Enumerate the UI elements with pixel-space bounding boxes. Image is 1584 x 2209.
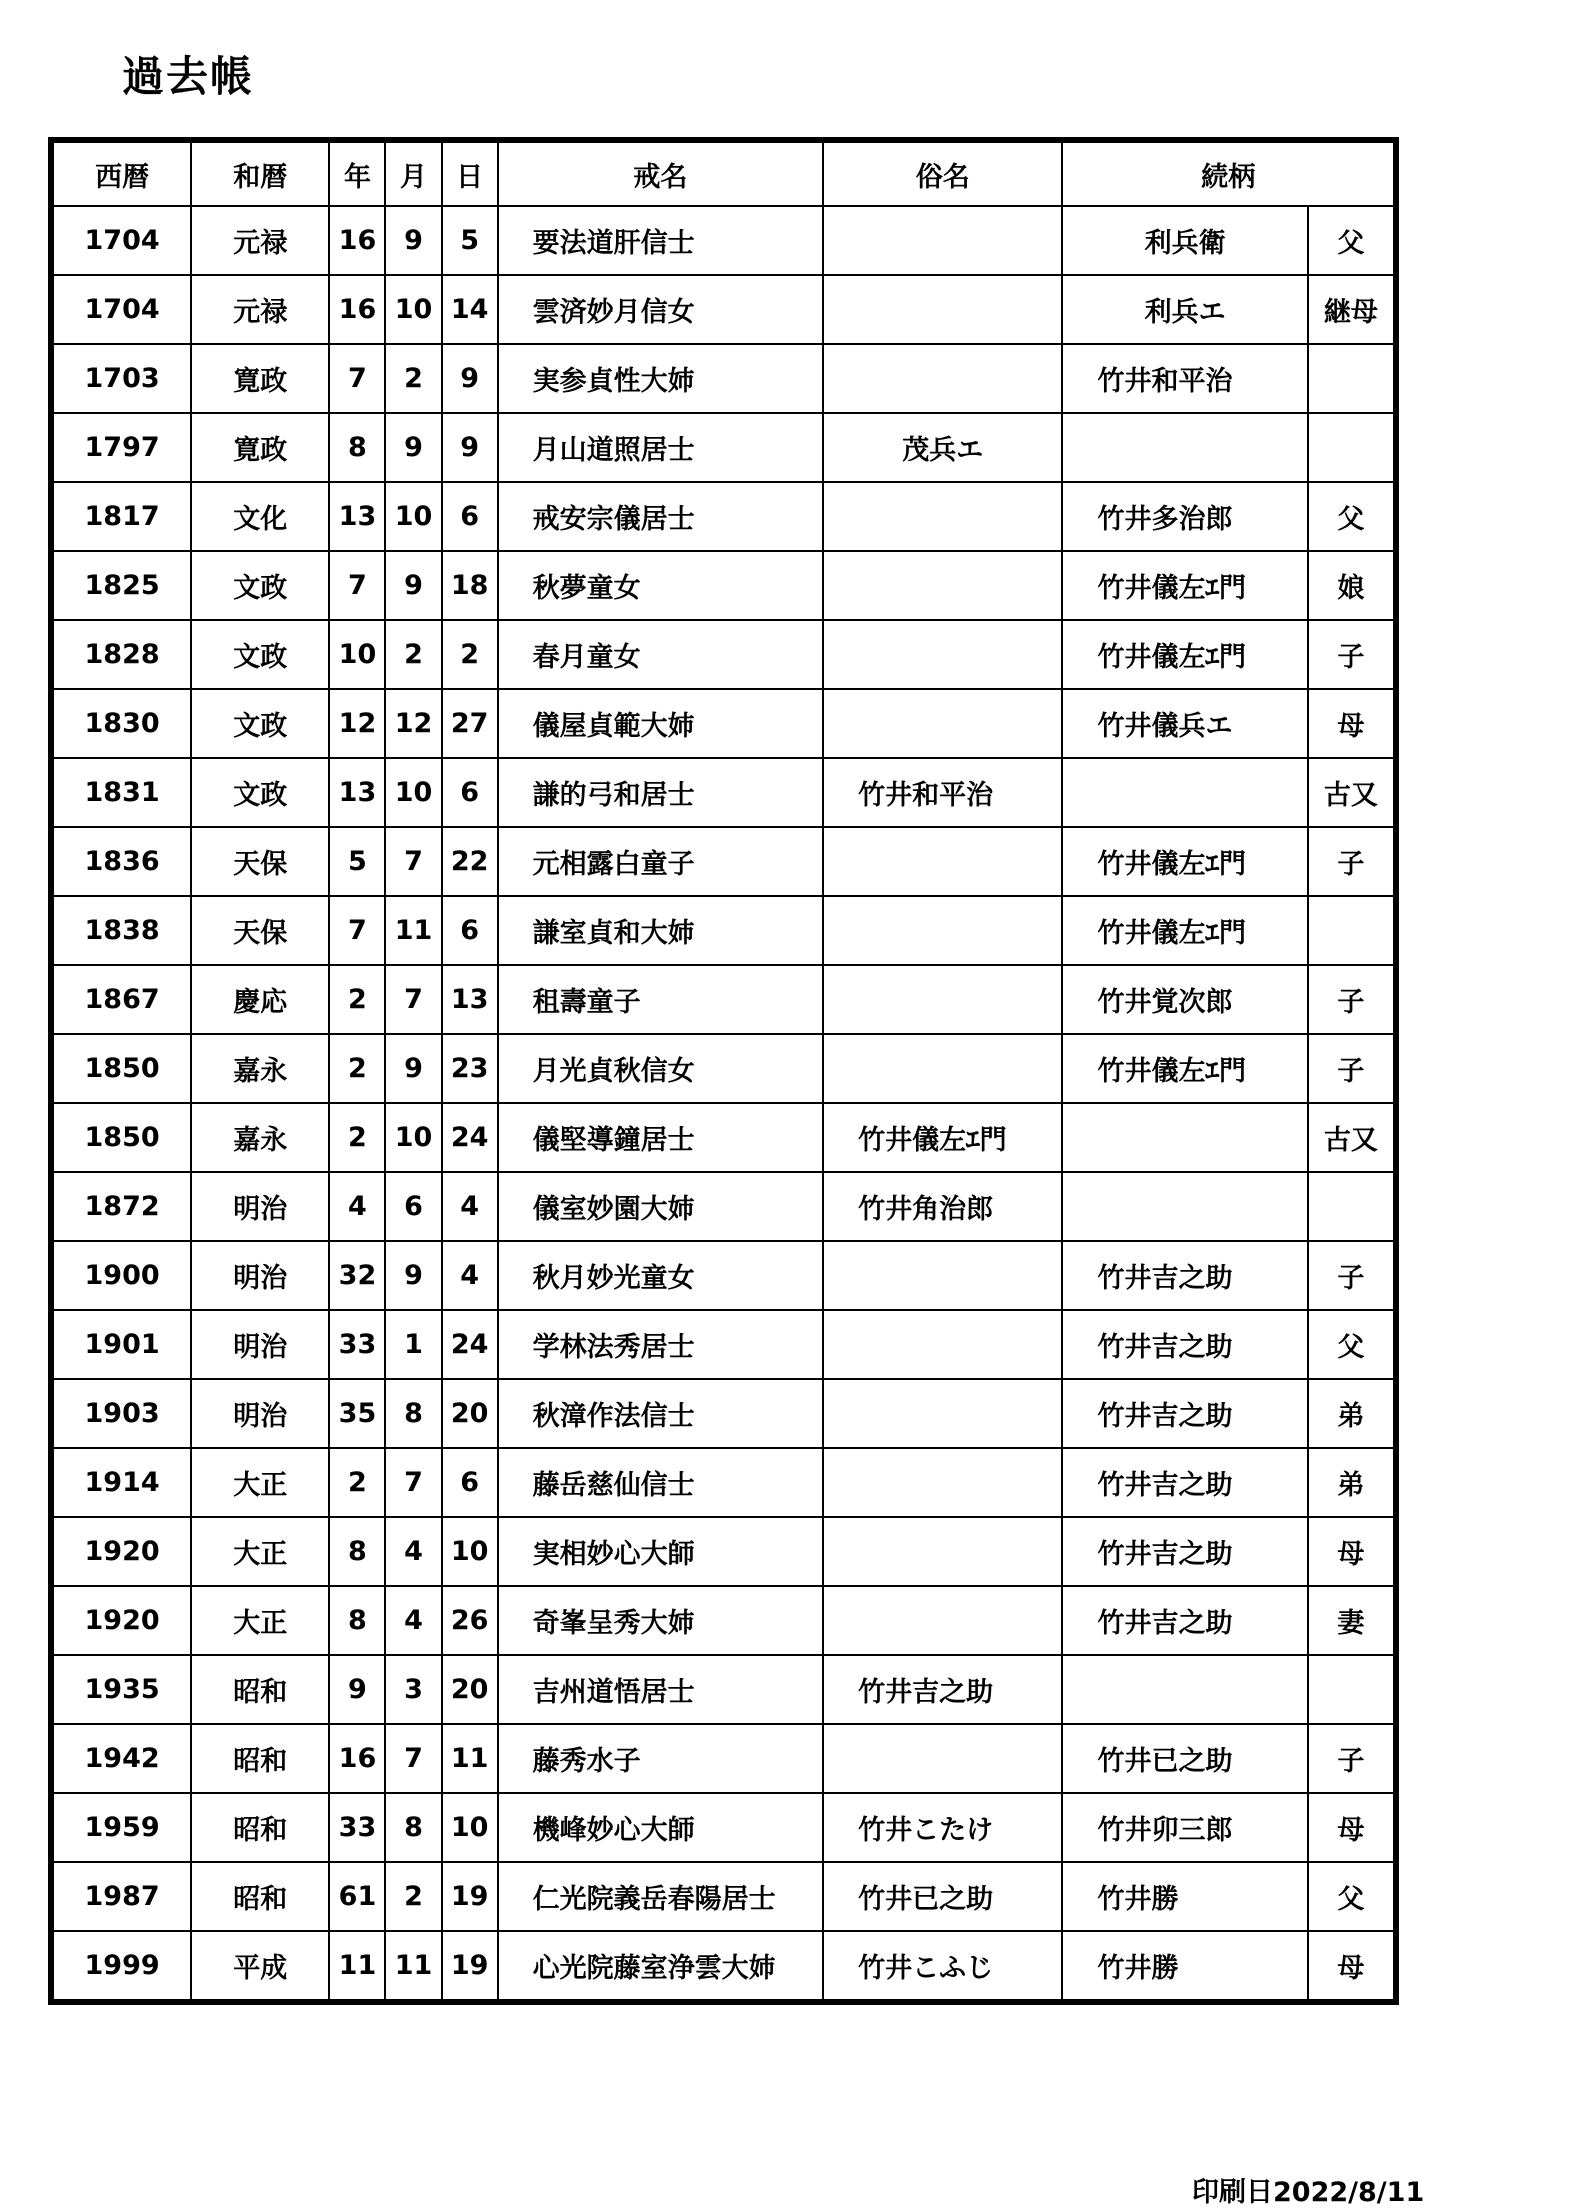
cell-zokugara-name: 竹井卯三郎 (1062, 1793, 1307, 1862)
cell-zokumyo (823, 206, 1062, 275)
cell-wareki: 文政 (191, 758, 329, 827)
cell-zokugara-name (1062, 758, 1307, 827)
cell-kaimyo: 実相妙心大師 (498, 1517, 823, 1586)
cell-wareki: 文政 (191, 551, 329, 620)
cell-hi: 26 (442, 1586, 498, 1655)
cell-nen: 32 (329, 1241, 385, 1310)
table-row (51, 1517, 1396, 1586)
cell-zokugara-relation (1308, 896, 1396, 965)
cell-kaimyo: 月光貞秋信女 (498, 1034, 823, 1103)
print-date: 印刷日2022/8/11 (1192, 2177, 1425, 2208)
cell-wareki: 文化 (191, 482, 329, 551)
table-row (51, 1862, 1396, 1931)
table-row (51, 1172, 1396, 1241)
cell-wareki: 大正 (191, 1448, 329, 1517)
cell-zokugara-name: 竹井吉之助 (1062, 1379, 1307, 1448)
cell-zokugara-relation: 継母 (1308, 275, 1396, 344)
cell-wareki: 寛政 (191, 344, 329, 413)
cell-tsuki: 7 (385, 1724, 441, 1793)
cell-seireki: 1959 (51, 1793, 191, 1862)
cell-hi: 22 (442, 827, 498, 896)
document-title: 過去帳 (122, 52, 255, 101)
cell-hi: 10 (442, 1517, 498, 1586)
cell-nen: 16 (329, 1724, 385, 1793)
header-wareki: 和暦 (191, 140, 329, 206)
cell-hi: 9 (442, 344, 498, 413)
cell-wareki: 元禄 (191, 206, 329, 275)
cell-nen: 2 (329, 1103, 385, 1172)
cell-hi: 6 (442, 1448, 498, 1517)
cell-seireki: 1999 (51, 1931, 191, 2002)
cell-nen: 11 (329, 1931, 385, 2002)
cell-zokugara-relation: 父 (1308, 206, 1396, 275)
header-row (51, 140, 1396, 206)
cell-wareki: 平成 (191, 1931, 329, 2002)
cell-tsuki: 10 (385, 482, 441, 551)
cell-seireki: 1867 (51, 965, 191, 1034)
table-row (51, 413, 1396, 482)
cell-zokugara-name: 竹井吉之助 (1062, 1310, 1307, 1379)
cell-zokugara-name: 竹井儀左ｴ門 (1062, 620, 1307, 689)
cell-hi: 4 (442, 1241, 498, 1310)
table-row (51, 1103, 1396, 1172)
cell-wareki: 天保 (191, 827, 329, 896)
cell-kaimyo: 謙室貞和大姉 (498, 896, 823, 965)
cell-hi: 6 (442, 896, 498, 965)
cell-zokugara-name: 竹井吉之助 (1062, 1517, 1307, 1586)
table-body (51, 206, 1396, 2002)
cell-tsuki: 2 (385, 344, 441, 413)
cell-zokugara-name: 竹井勝 (1062, 1862, 1307, 1931)
table-row (51, 551, 1396, 620)
cell-seireki: 1900 (51, 1241, 191, 1310)
cell-nen: 4 (329, 1172, 385, 1241)
cell-nen: 61 (329, 1862, 385, 1931)
cell-zokugara-relation: 母 (1308, 1931, 1396, 2002)
cell-tsuki: 9 (385, 1241, 441, 1310)
cell-seireki: 1828 (51, 620, 191, 689)
cell-zokugara-name: 竹井儀兵エ (1062, 689, 1307, 758)
cell-zokugara-relation: 父 (1308, 482, 1396, 551)
table-row (51, 827, 1396, 896)
cell-zokugara-name (1062, 1655, 1307, 1724)
cell-kaimyo: 藤秀水子 (498, 1724, 823, 1793)
cell-kaimyo: 要法道肝信士 (498, 206, 823, 275)
cell-kaimyo: 吉州道悟居士 (498, 1655, 823, 1724)
cell-nen: 7 (329, 344, 385, 413)
cell-seireki: 1703 (51, 344, 191, 413)
cell-hi: 19 (442, 1862, 498, 1931)
cell-tsuki: 8 (385, 1379, 441, 1448)
cell-zokugara-relation: 古又 (1308, 758, 1396, 827)
cell-seireki: 1920 (51, 1517, 191, 1586)
cell-wareki: 元禄 (191, 275, 329, 344)
cell-nen: 12 (329, 689, 385, 758)
cell-zokugara-relation: 子 (1308, 1724, 1396, 1793)
cell-seireki: 1836 (51, 827, 191, 896)
cell-kaimyo: 春月童女 (498, 620, 823, 689)
cell-zokumyo (823, 1448, 1062, 1517)
cell-wareki: 嘉永 (191, 1034, 329, 1103)
cell-zokumyo (823, 551, 1062, 620)
cell-wareki: 文政 (191, 689, 329, 758)
cell-kaimyo: 仁光院義岳春陽居士 (498, 1862, 823, 1931)
cell-hi: 27 (442, 689, 498, 758)
cell-kaimyo: 雲済妙月信女 (498, 275, 823, 344)
cell-kaimyo: 元相露白童子 (498, 827, 823, 896)
cell-zokumyo (823, 896, 1062, 965)
cell-zokumyo (823, 1517, 1062, 1586)
cell-seireki: 1704 (51, 275, 191, 344)
cell-nen: 16 (329, 206, 385, 275)
cell-zokumyo (823, 1310, 1062, 1379)
cell-zokugara-relation (1308, 1172, 1396, 1241)
cell-tsuki: 2 (385, 1862, 441, 1931)
cell-zokugara-relation: 子 (1308, 827, 1396, 896)
cell-nen: 8 (329, 1517, 385, 1586)
cell-hi: 20 (442, 1655, 498, 1724)
cell-zokugara-name: 竹井已之助 (1062, 1724, 1307, 1793)
cell-zokugara-name: 利兵エ (1062, 275, 1307, 344)
cell-zokugara-relation: 子 (1308, 965, 1396, 1034)
cell-hi: 19 (442, 1931, 498, 2002)
cell-nen: 8 (329, 1586, 385, 1655)
header-seireki: 西暦 (51, 140, 191, 206)
table-row (51, 965, 1396, 1034)
cell-seireki: 1920 (51, 1586, 191, 1655)
cell-tsuki: 11 (385, 896, 441, 965)
cell-hi: 24 (442, 1103, 498, 1172)
cell-zokumyo: 竹井已之助 (823, 1862, 1062, 1931)
cell-wareki: 明治 (191, 1310, 329, 1379)
cell-seireki: 1830 (51, 689, 191, 758)
cell-zokumyo (823, 1379, 1062, 1448)
cell-zokumyo (823, 1586, 1062, 1655)
cell-kaimyo: 藤岳慈仙信士 (498, 1448, 823, 1517)
cell-tsuki: 11 (385, 1931, 441, 2002)
cell-zokugara-name: 竹井吉之助 (1062, 1448, 1307, 1517)
cell-wareki: 昭和 (191, 1724, 329, 1793)
cell-nen: 13 (329, 482, 385, 551)
table-row (51, 1034, 1396, 1103)
cell-zokumyo (823, 482, 1062, 551)
cell-wareki: 大正 (191, 1517, 329, 1586)
cell-nen: 2 (329, 965, 385, 1034)
cell-zokumyo (823, 827, 1062, 896)
cell-zokumyo: 茂兵エ (823, 413, 1062, 482)
cell-tsuki: 4 (385, 1586, 441, 1655)
table-row (51, 1448, 1396, 1517)
cell-zokumyo: 竹井角治郎 (823, 1172, 1062, 1241)
table-row (51, 620, 1396, 689)
cell-zokugara-name: 竹井儀左ｴ門 (1062, 896, 1307, 965)
cell-kaimyo: 秋夢童女 (498, 551, 823, 620)
cell-zokugara-relation: 弟 (1308, 1448, 1396, 1517)
cell-zokugara-relation: 弟 (1308, 1379, 1396, 1448)
cell-seireki: 1935 (51, 1655, 191, 1724)
table-row (51, 275, 1396, 344)
cell-zokugara-name (1062, 1103, 1307, 1172)
cell-kaimyo: 機峰妙心大師 (498, 1793, 823, 1862)
cell-seireki: 1831 (51, 758, 191, 827)
cell-zokugara-relation (1308, 344, 1396, 413)
cell-wareki: 昭和 (191, 1793, 329, 1862)
cell-tsuki: 9 (385, 1034, 441, 1103)
cell-tsuki: 10 (385, 1103, 441, 1172)
header-tsuki: 月 (385, 140, 441, 206)
cell-tsuki: 2 (385, 620, 441, 689)
cell-nen: 9 (329, 1655, 385, 1724)
table-row (51, 896, 1396, 965)
cell-kaimyo: 秋月妙光童女 (498, 1241, 823, 1310)
table-row (51, 1379, 1396, 1448)
cell-zokugara-relation: 子 (1308, 1241, 1396, 1310)
cell-kaimyo: 儀屋貞範大姉 (498, 689, 823, 758)
cell-zokugara-name: 竹井儀左ｴ門 (1062, 827, 1307, 896)
cell-wareki: 嘉永 (191, 1103, 329, 1172)
cell-zokumyo (823, 620, 1062, 689)
cell-wareki: 昭和 (191, 1655, 329, 1724)
cell-zokugara-name (1062, 413, 1307, 482)
cell-nen: 7 (329, 896, 385, 965)
table-row (51, 482, 1396, 551)
cell-kaimyo: 学林法秀居士 (498, 1310, 823, 1379)
cell-kaimyo: 実参貞性大姉 (498, 344, 823, 413)
cell-zokugara-name: 竹井儀左ｴ門 (1062, 1034, 1307, 1103)
cell-nen: 7 (329, 551, 385, 620)
cell-wareki: 明治 (191, 1241, 329, 1310)
cell-zokumyo: 竹井こたけ (823, 1793, 1062, 1862)
cell-tsuki: 10 (385, 275, 441, 344)
cell-zokugara-relation: 娘 (1308, 551, 1396, 620)
cell-tsuki: 6 (385, 1172, 441, 1241)
cell-zokugara-name: 竹井勝 (1062, 1931, 1307, 2002)
cell-nen: 8 (329, 413, 385, 482)
cell-zokugara-relation: 子 (1308, 1034, 1396, 1103)
table-row (51, 1655, 1396, 1724)
table-row (51, 1931, 1396, 2002)
cell-hi: 6 (442, 758, 498, 827)
cell-zokugara-name: 竹井覚次郎 (1062, 965, 1307, 1034)
cell-zokugara-relation: 母 (1308, 1793, 1396, 1862)
cell-nen: 35 (329, 1379, 385, 1448)
cell-zokumyo: 竹井儀左ｴ門 (823, 1103, 1062, 1172)
cell-wareki: 明治 (191, 1379, 329, 1448)
cell-hi: 9 (442, 413, 498, 482)
cell-kaimyo: 儀室妙園大姉 (498, 1172, 823, 1241)
cell-zokumyo (823, 689, 1062, 758)
cell-seireki: 1825 (51, 551, 191, 620)
cell-tsuki: 8 (385, 1793, 441, 1862)
cell-tsuki: 4 (385, 1517, 441, 1586)
cell-kaimyo: 月山道照居士 (498, 413, 823, 482)
cell-tsuki: 9 (385, 551, 441, 620)
cell-tsuki: 10 (385, 758, 441, 827)
cell-wareki: 大正 (191, 1586, 329, 1655)
cell-zokugara-name (1062, 1172, 1307, 1241)
table-row (51, 1310, 1396, 1379)
table-row (51, 689, 1396, 758)
cell-hi: 5 (442, 206, 498, 275)
cell-hi: 2 (442, 620, 498, 689)
cell-tsuki: 12 (385, 689, 441, 758)
cell-seireki: 1872 (51, 1172, 191, 1241)
cell-zokumyo (823, 1724, 1062, 1793)
cell-nen: 2 (329, 1034, 385, 1103)
cell-seireki: 1914 (51, 1448, 191, 1517)
cell-kaimyo: 心光院藤室浄雲大姉 (498, 1931, 823, 2002)
cell-nen: 33 (329, 1310, 385, 1379)
cell-wareki: 慶応 (191, 965, 329, 1034)
table-row (51, 1793, 1396, 1862)
cell-tsuki: 7 (385, 965, 441, 1034)
cell-seireki: 1850 (51, 1103, 191, 1172)
cell-kaimyo: 秋漳作法信士 (498, 1379, 823, 1448)
cell-zokumyo (823, 1034, 1062, 1103)
table-row (51, 1241, 1396, 1310)
cell-seireki: 1901 (51, 1310, 191, 1379)
cell-kaimyo: 謙的弓和居士 (498, 758, 823, 827)
cell-hi: 11 (442, 1724, 498, 1793)
cell-hi: 14 (442, 275, 498, 344)
table-row (51, 344, 1396, 413)
table-row (51, 206, 1396, 275)
table-row (51, 1586, 1396, 1655)
cell-nen: 2 (329, 1448, 385, 1517)
cell-kaimyo: 奇峯呈秀大姉 (498, 1586, 823, 1655)
cell-zokugara-relation: 母 (1308, 689, 1396, 758)
cell-zokugara-name: 竹井吉之助 (1062, 1586, 1307, 1655)
death-register-table (48, 137, 1399, 2005)
cell-kaimyo: 戒安宗儀居士 (498, 482, 823, 551)
cell-seireki: 1817 (51, 482, 191, 551)
header-kaimyo: 戒名 (498, 140, 823, 206)
cell-zokugara-relation: 古又 (1308, 1103, 1396, 1172)
cell-zokugara-name: 竹井吉之助 (1062, 1241, 1307, 1310)
cell-tsuki: 7 (385, 827, 441, 896)
cell-wareki: 文政 (191, 620, 329, 689)
cell-tsuki: 9 (385, 413, 441, 482)
cell-zokumyo: 竹井和平治 (823, 758, 1062, 827)
table-row (51, 758, 1396, 827)
cell-wareki: 寛政 (191, 413, 329, 482)
header-zokugara: 続柄 (1062, 140, 1396, 206)
cell-seireki: 1838 (51, 896, 191, 965)
table-row (51, 1724, 1396, 1793)
cell-zokugara-name: 利兵衛 (1062, 206, 1307, 275)
cell-hi: 24 (442, 1310, 498, 1379)
cell-seireki: 1797 (51, 413, 191, 482)
cell-zokugara-relation (1308, 1655, 1396, 1724)
cell-hi: 10 (442, 1793, 498, 1862)
cell-wareki: 天保 (191, 896, 329, 965)
cell-zokumyo: 竹井吉之助 (823, 1655, 1062, 1724)
cell-nen: 16 (329, 275, 385, 344)
cell-zokugara-relation: 妻 (1308, 1586, 1396, 1655)
cell-hi: 23 (442, 1034, 498, 1103)
cell-tsuki: 7 (385, 1448, 441, 1517)
header-hi: 日 (442, 140, 498, 206)
cell-nen: 33 (329, 1793, 385, 1862)
cell-zokumyo (823, 1241, 1062, 1310)
cell-zokugara-relation: 父 (1308, 1862, 1396, 1931)
cell-zokugara-relation: 父 (1308, 1310, 1396, 1379)
cell-hi: 18 (442, 551, 498, 620)
cell-seireki: 1987 (51, 1862, 191, 1931)
cell-zokumyo: 竹井こふじ (823, 1931, 1062, 2002)
header-zokumyo: 俗名 (823, 140, 1062, 206)
cell-wareki: 明治 (191, 1172, 329, 1241)
cell-hi: 13 (442, 965, 498, 1034)
cell-zokugara-relation: 母 (1308, 1517, 1396, 1586)
cell-tsuki: 9 (385, 206, 441, 275)
cell-zokugara-name: 竹井儀左ｴ門 (1062, 551, 1307, 620)
cell-hi: 20 (442, 1379, 498, 1448)
cell-zokumyo (823, 275, 1062, 344)
cell-zokumyo (823, 344, 1062, 413)
cell-kaimyo: 儀堅導鐘居士 (498, 1103, 823, 1172)
cell-zokugara-name: 竹井多治郎 (1062, 482, 1307, 551)
cell-hi: 4 (442, 1172, 498, 1241)
cell-nen: 13 (329, 758, 385, 827)
cell-zokugara-relation: 子 (1308, 620, 1396, 689)
cell-seireki: 1850 (51, 1034, 191, 1103)
cell-tsuki: 1 (385, 1310, 441, 1379)
cell-seireki: 1903 (51, 1379, 191, 1448)
cell-nen: 10 (329, 620, 385, 689)
cell-zokumyo (823, 965, 1062, 1034)
header-nen: 年 (329, 140, 385, 206)
cell-hi: 6 (442, 482, 498, 551)
cell-kaimyo: 租壽童子 (498, 965, 823, 1034)
cell-seireki: 1942 (51, 1724, 191, 1793)
cell-zokugara-name: 竹井和平治 (1062, 344, 1307, 413)
cell-nen: 5 (329, 827, 385, 896)
cell-tsuki: 3 (385, 1655, 441, 1724)
cell-zokugara-relation (1308, 413, 1396, 482)
cell-wareki: 昭和 (191, 1862, 329, 1931)
cell-seireki: 1704 (51, 206, 191, 275)
